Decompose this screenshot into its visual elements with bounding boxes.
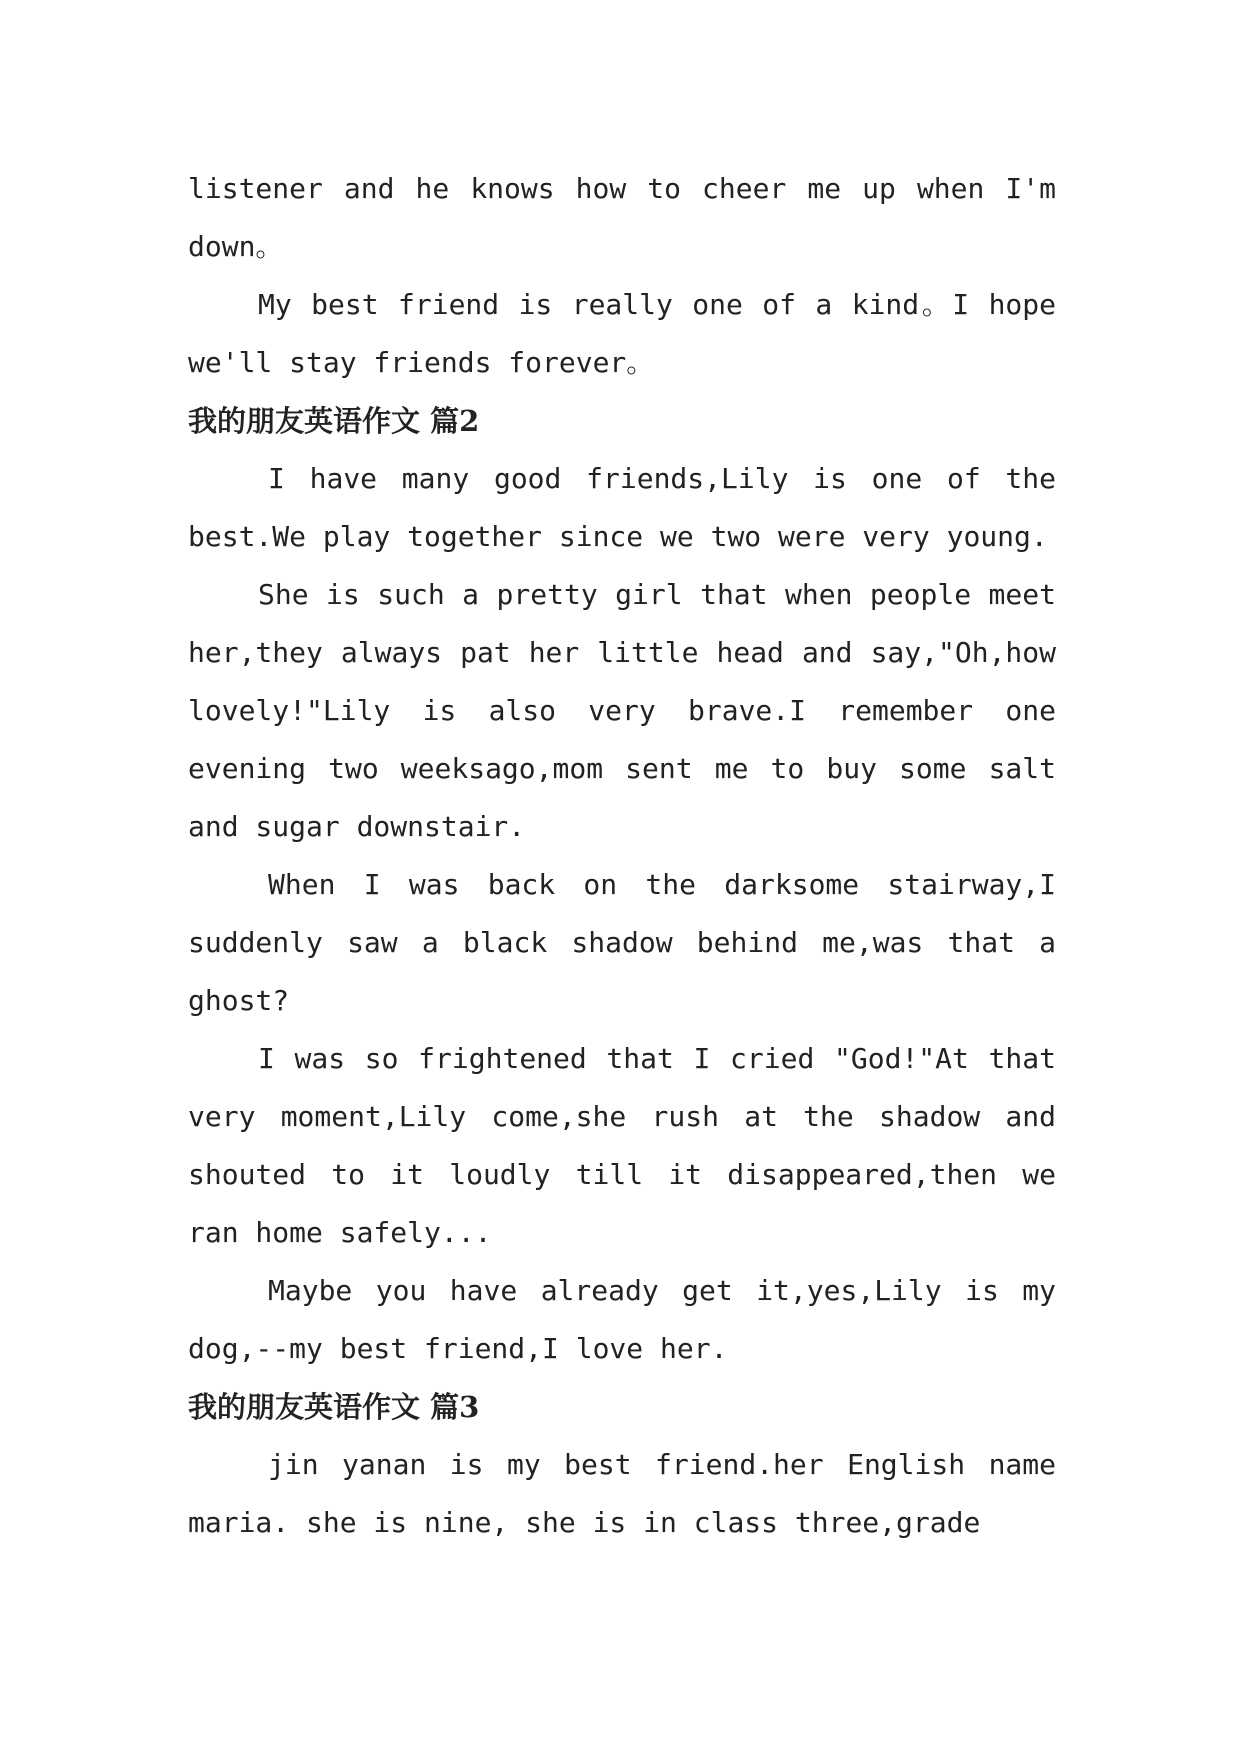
essay2-paragraph-5: Maybe you have already get it,yes,Lily is my dog,--my best friend,I love her. — [188, 1274, 1056, 1365]
essay2-paragraph-3: When I was back on the darksome stairway,I suddenly saw a black shadow behind me,was that a ghost? — [188, 868, 1056, 1017]
essay2-paragraph-1: I have many good friends,Lily is one of the best.We play together since we two were very young. — [188, 462, 1056, 553]
essay2-paragraph-2: She is such a pretty girl that when people meet her,they always pat her little head and say,"Oh,how lovely!"Lily is also very brave.I remember one evening two weeksago,mom sent me to buy some salt and sugar downstair. — [188, 578, 1056, 843]
essay2-paragraph-4: I was so frightened that I cried "God!"At that very moment,Lily come,she rush at the shadow and shouted to it loudly till it disappeared,then we ran home safely... — [188, 1042, 1056, 1249]
essay-heading-3: 我的朋友英语作文 篇3 — [188, 1390, 480, 1424]
document-body — [188, 160, 1056, 1552]
essay-heading-2: 我的朋友英语作文 篇2 — [188, 404, 480, 438]
essay3-paragraph-1: jin yanan is my best friend.her English name maria. she is nine, she is in class three,grade — [188, 1448, 1056, 1539]
paragraph-continued: listener and he knows how to cheer me up when I'm down。 — [188, 172, 1056, 263]
paragraph-conclusion: My best friend is really one of a kind。I hope we'll stay friends forever。 — [188, 288, 1056, 379]
